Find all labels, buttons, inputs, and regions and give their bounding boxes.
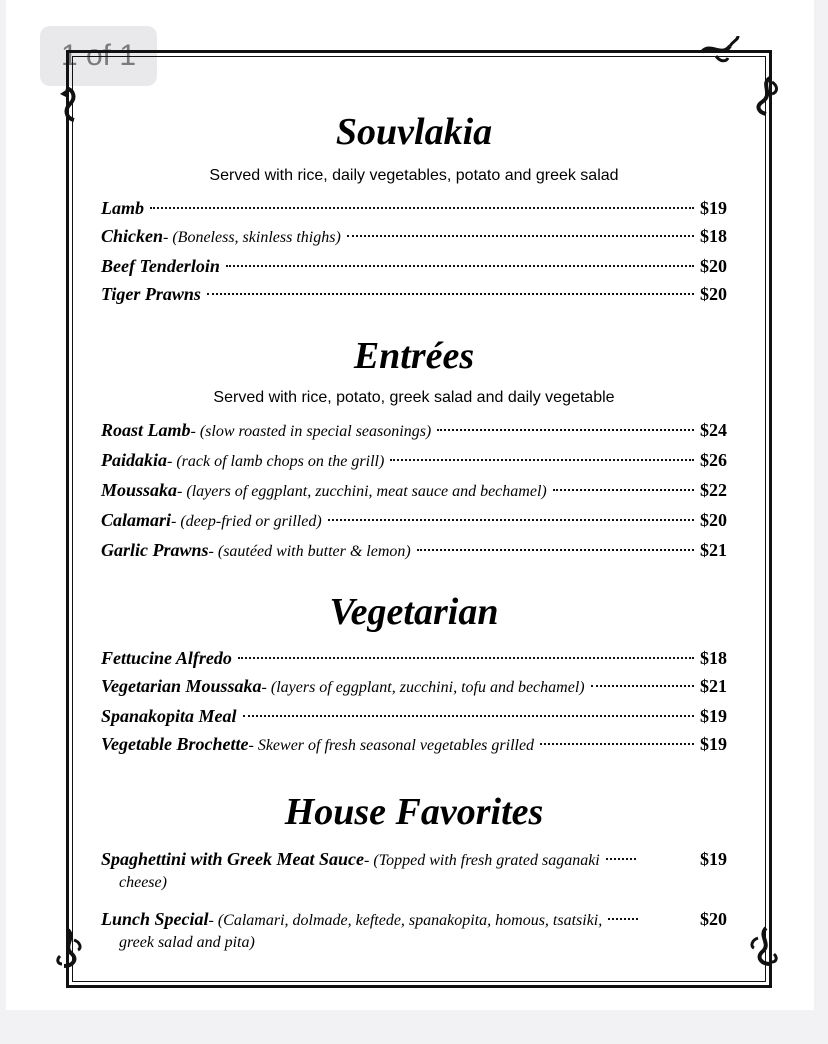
section-entrees — [101, 332, 727, 566]
item-name: Tiger Prawns — [101, 284, 201, 304]
menu-item — [101, 848, 727, 894]
page-indicator: 1 of 1 — [40, 26, 157, 86]
leader-dots — [150, 207, 694, 209]
item-desc: - (Boneless, skinless thighs) — [163, 229, 341, 246]
section-title: Souvlakia — [335, 111, 493, 153]
menu-item — [101, 252, 727, 280]
item-desc: - (layers of eggplant, zucchini, meat sauce and bechamel) — [177, 483, 547, 500]
menu-item — [101, 280, 727, 308]
menu-item — [101, 908, 727, 954]
item-price: $20 — [700, 909, 727, 929]
item-name: Vegetarian Moussaka — [101, 676, 262, 696]
item-price: $18 — [700, 648, 727, 668]
flourish-ornament-icon — [56, 84, 96, 124]
item-desc: - (Calamari, dolmade, keftede, spanakopita, homous, tsatsiki, — [208, 912, 603, 929]
leader-dots — [606, 858, 636, 860]
item-desc: - Skewer of fresh seasonal vegetables grilled — [248, 737, 535, 754]
flourish-ornament-icon — [746, 76, 786, 116]
leader-dots — [243, 715, 694, 717]
item-name: Calamari — [101, 510, 172, 530]
leader-dots — [437, 429, 694, 431]
item-price: $19 — [700, 849, 727, 869]
leader-dots — [553, 489, 694, 491]
leader-dots — [347, 235, 694, 237]
item-name: Lamb — [101, 198, 144, 218]
item-price: $19 — [700, 706, 727, 726]
menu-item — [101, 730, 727, 760]
item-name: Vegetable Brochette — [101, 734, 249, 754]
item-name: Moussaka — [101, 480, 178, 500]
item-price: $19 — [700, 198, 727, 218]
item-name: Spanakopita Meal — [101, 706, 237, 726]
item-name: Spaghettini with Greek Meat Sauce — [101, 849, 365, 869]
leader-dots — [608, 918, 638, 920]
item-price: $20 — [700, 510, 727, 530]
item-name: Garlic Prawns — [101, 540, 209, 560]
section-subtitle: Served with rice, potato, greek salad and daily vegetable — [213, 389, 615, 406]
section-house-favorites — [101, 788, 727, 954]
item-desc-continued: greek salad and pita) — [119, 934, 255, 951]
section-souvlakia — [101, 108, 727, 308]
item-price: $20 — [700, 284, 727, 304]
item-name: Chicken — [101, 226, 164, 246]
item-desc: - (layers of eggplant, zucchini, tofu and bechamel) — [261, 679, 585, 696]
menu-item — [101, 672, 727, 702]
item-desc: - (sautéed with butter & lemon) — [208, 543, 411, 560]
flourish-ornament-icon — [744, 926, 784, 966]
item-price: $21 — [700, 540, 727, 560]
menu-item — [101, 506, 727, 536]
flourish-ornament-icon — [700, 32, 740, 72]
item-desc: - (Topped with fresh grated saganaki — [364, 852, 600, 869]
menu-item — [101, 194, 727, 222]
item-desc: - (deep-fried or grilled) — [171, 513, 322, 530]
section-title: Entrées — [353, 335, 475, 377]
leader-dots — [417, 549, 694, 551]
leader-dots — [328, 519, 694, 521]
item-name: Paidakia — [101, 450, 167, 470]
item-desc: - (slow roasted in special seasonings) — [190, 423, 432, 440]
menu-item — [101, 476, 727, 506]
menu-item — [101, 536, 727, 566]
item-price: $26 — [700, 450, 727, 470]
menu-item — [101, 416, 727, 446]
menu-item — [101, 222, 727, 252]
leader-dots — [207, 293, 694, 295]
item-price: $21 — [700, 676, 727, 696]
menu-item — [101, 702, 727, 730]
section-vegetarian — [101, 588, 727, 760]
leader-dots — [238, 657, 694, 659]
item-price: $18 — [700, 226, 727, 246]
item-price: $22 — [700, 480, 727, 500]
menu-content — [101, 108, 727, 954]
leader-dots — [591, 685, 694, 687]
section-title: Vegetarian — [329, 591, 499, 633]
item-name: Fettucine Alfredo — [101, 648, 232, 668]
menu-item — [101, 644, 727, 672]
item-name: Roast Lamb — [101, 420, 191, 440]
section-subtitle: Served with rice, daily vegetables, potato and greek salad — [209, 167, 619, 184]
leader-dots — [226, 265, 694, 267]
item-name: Lunch Special — [101, 909, 209, 929]
section-title: House Favorites — [284, 791, 544, 833]
item-desc-continued: cheese) — [119, 874, 167, 891]
leader-dots — [540, 743, 694, 745]
item-name: Beef Tenderloin — [101, 256, 220, 276]
item-price: $19 — [700, 734, 727, 754]
flourish-ornament-icon — [52, 928, 92, 968]
item-price: $24 — [700, 420, 727, 440]
leader-dots — [390, 459, 694, 461]
menu-item — [101, 446, 727, 476]
item-desc: - (rack of lamb chops on the grill) — [167, 453, 385, 470]
item-price: $20 — [700, 256, 727, 276]
